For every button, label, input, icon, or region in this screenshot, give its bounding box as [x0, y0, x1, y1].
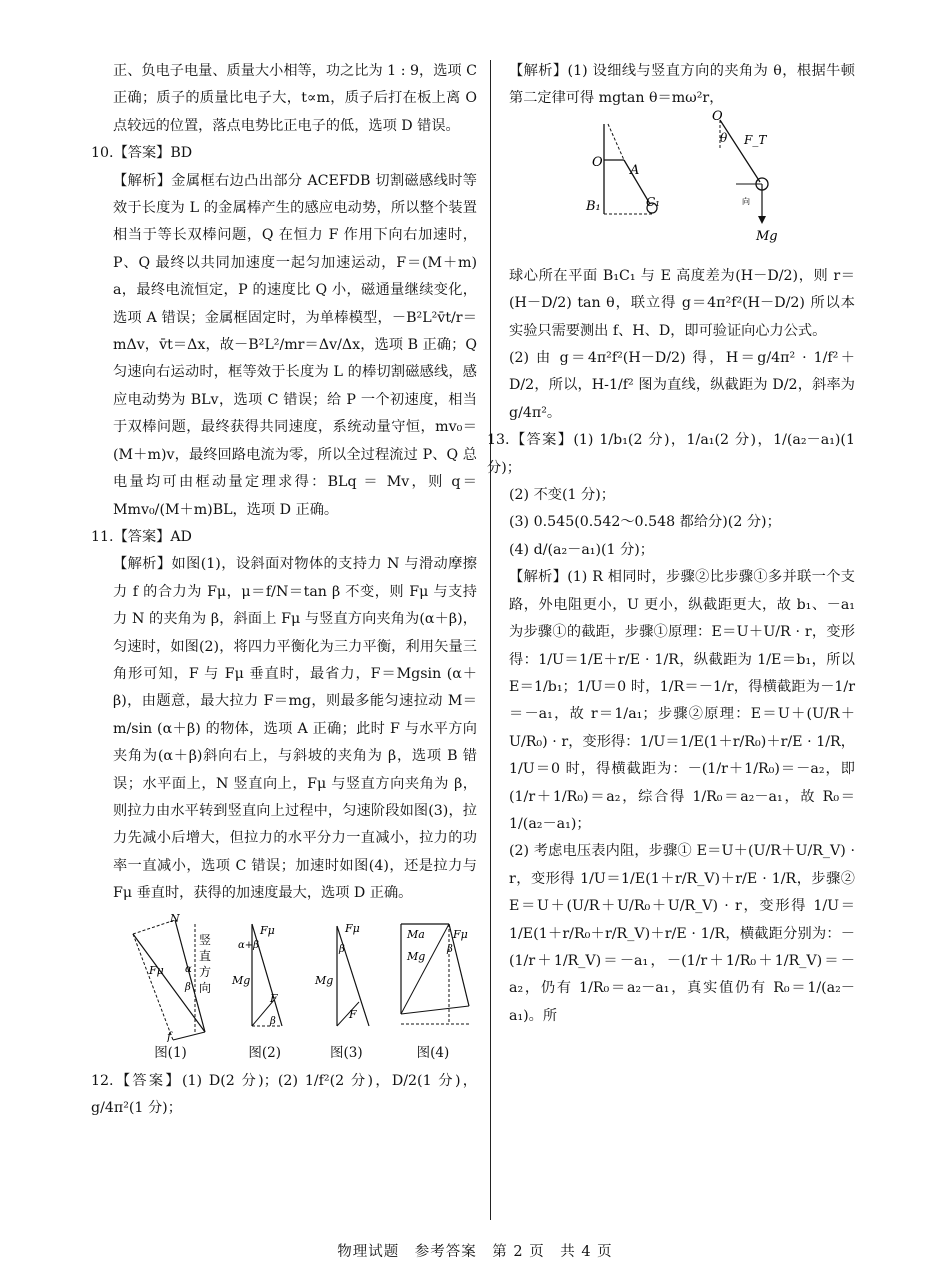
- figure-4-diagram: [393, 914, 473, 1042]
- q12-analysis-3: (2) 由 g＝4π²f²(H－D/2) 得，H＝g/4π² · 1/f²＋D/2，所以，H-1/f² 图为直线，纵截距为 D/2，斜率为 g/4π²。: [509, 350, 855, 421]
- page-footer: 物理试题 参考答案 第 2 页 共 4 页: [337, 1244, 613, 1260]
- svg-text:Fμ: Fμ: [452, 927, 468, 941]
- svg-text:N: N: [170, 913, 180, 925]
- intro-paragraph: 正、负电子电量、质量大小相等，功之比为 1 : 9，选项 C 正确；质子的质量比电子大，t∝m，质子后打在板上离 O 点较远的位置，落点电势比正电子的低，选项 D 错误。: [113, 63, 477, 134]
- svg-text:β: β: [446, 943, 453, 955]
- q13-analysis-2: (2) 考虑电压表内阻，步骤① E＝U＋(U/R＋U/R_V) · r，变形得 1/U＝1/E(1＋r/R_V)＋r/E · 1/R，步骤② E＝U＋(U/R＋U/R₀＋U/R_V) · r，变形得 1/U＝1/E(1＋r/R₀＋r/R_V)＋r/E · 1/R，横截距分别为：－(1/r＋1/R_V)＝－a₁，－(1/r＋1/R₀＋1/R_V)＝－a₂，仍有 1/R₀＝a₂－a₁，真实值仍有 R₀＝1/(a₂－a₁)。所: [509, 843, 855, 1024]
- label-O: O: [592, 155, 603, 170]
- pendulum-svg: [570, 108, 800, 244]
- q12-analysis-1: 【解析】(1) 设细线与竖直方向的夹角为 θ，根据牛顿第二定律可得 mgtan θ＝mω²r，: [509, 63, 855, 107]
- svg-text:β: β: [185, 981, 191, 993]
- figure-2-caption: 图(2): [248, 1044, 281, 1061]
- figure-3-diagram: [311, 914, 381, 1042]
- svg-text:竖: 竖: [199, 932, 212, 947]
- label-B1: B₁: [586, 199, 601, 214]
- q12-analysis-2: 球心所在平面 B₁C₁ 与 E 高度差为(H－D/2)，则 r＝(H－D/2) tan θ，联立得 g＝4π²f²(H－D/2) 所以本实验只需要测出 f、H、D，即可验证向心力公式。: [509, 267, 855, 339]
- label-C1: C₁: [646, 195, 660, 209]
- figure-3-caption: 图(3): [330, 1044, 363, 1061]
- label-dir: 向: [742, 197, 750, 206]
- figure-1: [123, 914, 218, 1064]
- svg-text:Fμ: Fμ: [345, 921, 361, 935]
- svg-text:Fμ: Fμ: [259, 923, 275, 937]
- svg-text:向: 向: [199, 980, 212, 995]
- label-theta: θ: [720, 131, 728, 145]
- label-FT: F_T: [744, 133, 767, 147]
- q13-answer-4: (4) d/(a₂－a₁)(1 分)；: [509, 541, 654, 558]
- figure-4-caption: 图(4): [416, 1044, 450, 1061]
- svg-text:Mg: Mg: [406, 949, 426, 963]
- svg-text:方: 方: [199, 964, 212, 979]
- q13-analysis-1: 【解析】(1) R 相同时，步骤②比步骤①多并联一个支路，外电阻更小，U 更小，纵截距更大，故 b₁、－a₁ 为步骤①的截距，步骤①原理：E＝U＋U/R · r，变形得：1/U＝1/E＋r/E · 1/R，纵截距为 1/E＝b₁，所以 E＝1/b₁；1/U＝0 时，1/R＝－1/r，得横截距为－1/r＝－a₁，故 r＝1/a₁；步骤②原理：E＝U＋(U/R＋U/R₀) · r，变形得：1/U＝1/E(1＋r/R₀)＋r/E · 1/R，1/U＝0 时，得横截距为：－(1/r＋1/R₀)＝－a₂，即(1/r＋1/R₀)＝a₂，综合得 1/R₀＝a₂－a₁，故 R₀＝1/(a₂－a₁)；: [509, 569, 855, 832]
- q10-answer: 10.【答案】BD: [91, 145, 193, 162]
- svg-text:直: 直: [199, 948, 212, 963]
- svg-text:Fμ: Fμ: [149, 963, 164, 977]
- svg-text:α+β: α+β: [237, 939, 259, 951]
- label-A: A: [630, 163, 640, 178]
- figure-2-diagram: [230, 914, 300, 1042]
- q13-answer-2: (2) 不变(1 分)；: [509, 487, 615, 504]
- q11-answer: 11.【答案】AD: [91, 528, 192, 545]
- q11-analysis: 【解析】如图(1)，设斜面对物体的支持力 N 与滑动摩擦力 f 的合力为 Fμ，μ＝f/N＝tan β 不变，则 Fμ 与支持力 N 的夹角为 β，斜面上 Fμ 与竖直方向夹角为(α＋β)，匀速时，如图(2)，将四力平衡化为三力平衡，利用矢量三角形可知，F 与 Fμ 垂直时，最省力，F＝Mgsin (α＋β)，由题意，最大拉力 F＝mg，则最多能匀速拉动 M＝m/sin (α＋β) 的物体，选项 A 正确；此时 F 与水平方向夹角为(α＋β)斜向右上，与斜坡的夹角为 β，选项 B 错误；水平面上，N 竖直向上，Fμ 与竖直方向夹角为 β，则拉力由水平转到竖直向上过程中，匀速阶段如图(3)，拉力先减小后增大，但拉力的水平分力一直减小，拉力的功率一直减小，选项 C 错误；加速时如图(4)，还是拉力与 Fμ 垂直时，获得的加速度最大，选项 D 正确。: [113, 556, 477, 902]
- figure-3: [311, 914, 381, 1064]
- force-diagrams: [123, 914, 473, 1064]
- q12-answer: 12.【答案】(1) D(2 分)；(2) 1/f²(2 分)，D/2(1 分)，g/4π²(1 分)；: [91, 1072, 477, 1116]
- figure-4: [393, 914, 473, 1064]
- svg-text:Mg: Mg: [315, 973, 334, 987]
- pendulum-diagrams: [570, 108, 800, 248]
- left-column: [91, 58, 477, 1122]
- figure-1-caption: 图(1): [154, 1044, 187, 1061]
- figure-1-diagram: [123, 914, 218, 1042]
- svg-text:α: α: [185, 963, 192, 975]
- svg-text:F: F: [349, 1007, 357, 1021]
- svg-text:Ma: Ma: [406, 927, 425, 941]
- svg-text:F: F: [269, 991, 278, 1005]
- figure-2: [230, 914, 300, 1064]
- svg-text:Mg: Mg: [231, 973, 250, 987]
- q10-analysis: 【解析】金属框右边凸出部分 ACEFDB 切割磁感线时等效于长度为 L 的金属棒产生的感应电动势，所以整个装置相当于等长双棒问题，Q 在恒力 F 作用下向右加速时，P、Q 最终以共同加速度一起匀加速运动，F＝(M＋m) a，最终电流恒定，P 的速度比 Q 小，磁通量继续变化，选项 A 错误；金属框固定时，为单棒模型，－B²L²v̄t/r＝mΔv，v̄t＝Δx，故－B²L²/mr＝Δv/Δx，选项 B 正确；Q 匀速向右运动时，框等效于长度为 L 的棒切割磁感线，感应电动势为 BLv，选项 C 错误；给 P 一个初速度，相当于双棒问题，最终获得共同速度，系统动量守恒，mv₀＝(M＋m)v，最终回路电流为零，所以全过程流过 P、Q 总电量均可由框动量定理求得：BLq ＝ Mv，则 q＝Mmv₀/(M＋m)BL，选项 D 正确。: [113, 172, 477, 518]
- label-Mg: Mg: [756, 229, 778, 244]
- column-divider: [490, 60, 491, 1220]
- svg-text:f: f: [167, 1029, 172, 1042]
- svg-text:β: β: [269, 1015, 276, 1027]
- svg-text:β: β: [339, 943, 346, 955]
- q13-answer-3: (3) 0.545(0.542～0.548 都给分)(2 分)；: [509, 514, 781, 531]
- q13-answer: 13.【答案】(1) 1/b₁(2 分)，1/a₁(2 分)，1/(a₂－a₁)(1 分)；: [487, 432, 855, 476]
- label-O2: O: [712, 109, 723, 124]
